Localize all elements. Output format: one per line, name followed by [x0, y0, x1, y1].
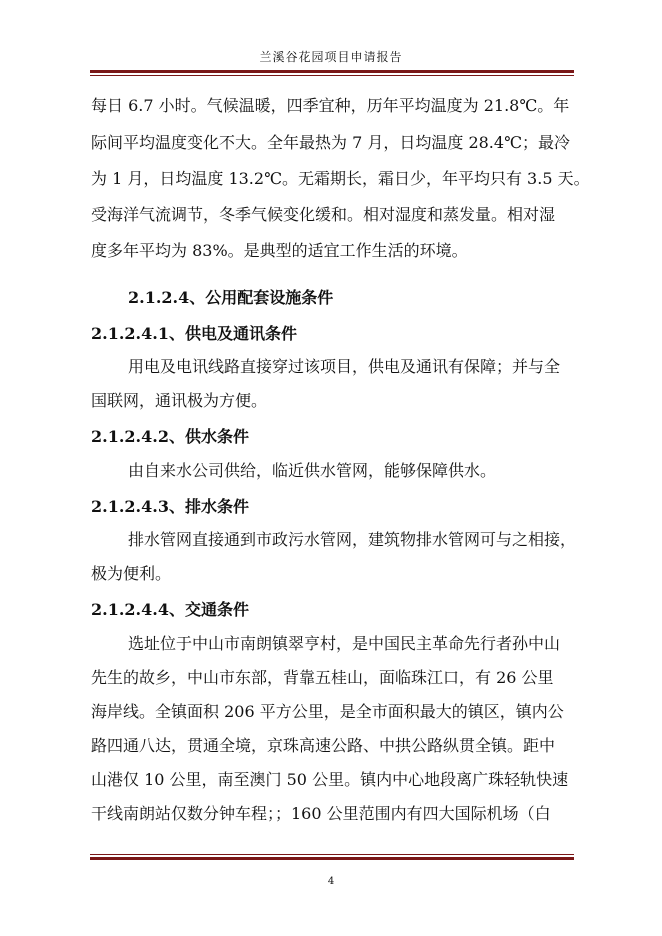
header-rule-thick: [90, 70, 574, 73]
climate-line: 受海洋气流调节，冬季气候变化缓和。相对湿度和蒸发量。相对湿: [91, 205, 556, 224]
water-heading: 2.1.2.4.2、供水条件: [91, 427, 249, 446]
climate-line: 为 1 月，日均温度 13.2℃。无霜期长，霜日少，年平均只有 3.5 天。: [91, 169, 590, 188]
power-line: 国联网，通讯极为方便。: [91, 391, 268, 410]
traffic-line: 路四通八达，贯通全境，京珠高速公路、中拱公路纵贯全镇。距中: [91, 736, 556, 755]
climate-line: 际间平均温度变化不大。全年最热为 7 月，日均温度 28.4℃；最冷: [91, 133, 570, 152]
drainage-line: 极为便利。: [91, 564, 172, 583]
traffic-line: 干线南朗站仅数分钟车程；；160 公里范围内有四大国际机场（白: [91, 804, 551, 823]
header-rule-thin: [90, 75, 574, 76]
traffic-line: 海岸线。全镇面积 206 平方公里，是全市面积最大的镇区，镇内公: [91, 702, 564, 721]
page-number: 4: [327, 876, 335, 887]
drainage-line: 排水管网直接通到市政污水管网，建筑物排水管网可与之相接，: [128, 530, 577, 549]
power-heading: 2.1.2.4.1、供电及通讯条件: [91, 324, 297, 343]
header-title: 兰溪谷花园项目申请报告: [259, 50, 403, 64]
traffic-line: 选址位于中山市南朗镇翠亨村，是中国民主革命先行者孙中山: [128, 634, 561, 653]
section-heading: 2.1.2.4、公用配套设施条件: [128, 288, 334, 307]
footer-rule-thin: [90, 854, 574, 855]
drainage-heading: 2.1.2.4.3、排水条件: [91, 497, 249, 516]
climate-line: 每日 6.7 小时。气候温暖，四季宜种，历年平均温度为 21.8℃。年: [91, 96, 570, 115]
climate-line: 度多年平均为 83%。是典型的适宜工作生活的环境。: [91, 241, 468, 260]
traffic-heading: 2.1.2.4.4、交通条件: [91, 600, 249, 619]
water-line: 由自来水公司供给，临近供水管网，能够保障供水。: [128, 461, 497, 480]
traffic-line: 先生的故乡，中山市东部，背靠五桂山，面临珠江口，有 26 公里: [91, 668, 554, 687]
footer-rule-thick: [90, 857, 574, 860]
power-line: 用电及电讯线路直接穿过该项目，供电及通讯有保障；并与全: [128, 357, 561, 376]
traffic-line: 山港仅 10 公里，南至澳门 50 公里。镇内中心地段离广珠轻轨快速: [91, 770, 569, 789]
